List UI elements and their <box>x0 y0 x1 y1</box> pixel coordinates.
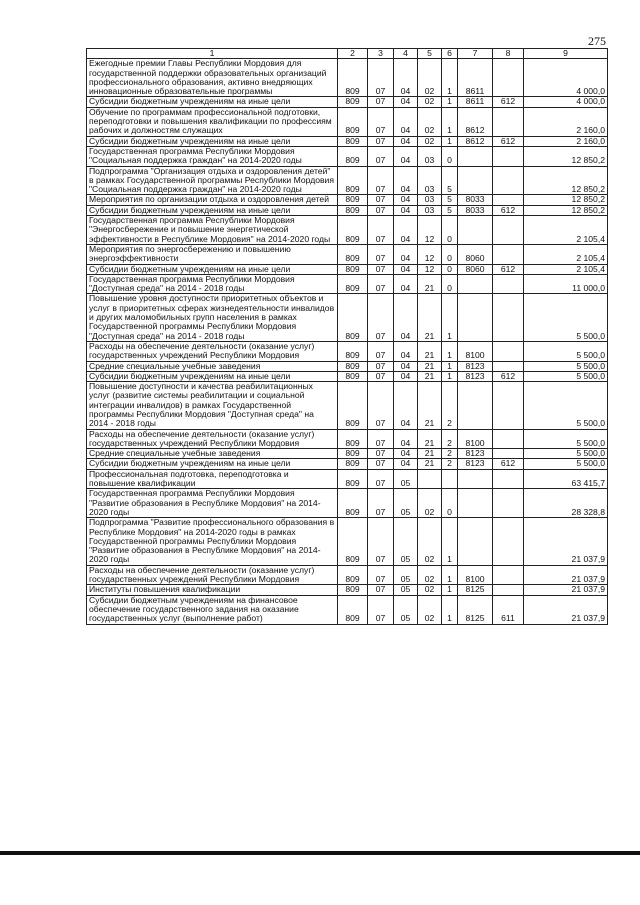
row-subsection: 04 <box>394 244 418 264</box>
row-subsection: 05 <box>394 518 418 565</box>
row-expense-type: 612 <box>493 264 524 274</box>
row-name: Подпрограмма "Организация отдыха и оздоровления детей" в рамках Государственной программы Республики Мордовия "Социальная поддержка граждан" на 2014-2020 годы <box>87 166 338 195</box>
row-name: Расходы на обеспечение деятельности (оказание услуг) государственных учреждений Республики Мордовия <box>87 429 338 449</box>
row-amount: 21 037,9 <box>524 595 608 624</box>
table-row <box>87 489 608 518</box>
row-amount: 5 500,0 <box>524 382 608 429</box>
row-expense-type <box>493 341 524 361</box>
row-section: 07 <box>368 136 394 146</box>
row-subprogram: 1 <box>442 585 458 595</box>
row-program: 02 <box>418 518 442 565</box>
table-row <box>87 146 608 166</box>
table-row <box>87 585 608 595</box>
row-admin-code: 809 <box>338 382 368 429</box>
row-program: 21 <box>418 274 442 294</box>
row-admin-code: 809 <box>338 361 368 371</box>
row-subsection: 05 <box>394 595 418 624</box>
row-program: 02 <box>418 585 442 595</box>
row-subprogram: 0 <box>442 216 458 245</box>
row-expense-type <box>493 361 524 371</box>
row-expense-type <box>493 585 524 595</box>
table-row <box>87 264 608 274</box>
row-expense-type: 612 <box>493 371 524 381</box>
column-header: 1 <box>87 49 338 59</box>
row-subsection: 04 <box>394 341 418 361</box>
row-subprogram: 1 <box>442 595 458 624</box>
row-amount: 4 000,0 <box>524 59 608 97</box>
row-amount: 5 500,0 <box>524 459 608 469</box>
row-subprogram: 1 <box>442 59 458 97</box>
table-row <box>87 469 608 489</box>
row-target-item: 8123 <box>458 371 493 381</box>
row-admin-code: 809 <box>338 107 368 136</box>
row-target-item <box>458 489 493 518</box>
row-admin-code: 809 <box>338 565 368 585</box>
row-subsection: 04 <box>394 361 418 371</box>
row-subprogram: 2 <box>442 449 458 459</box>
row-amount: 12 850,2 <box>524 146 608 166</box>
row-name: Мероприятия по организации отдыха и оздоровления детей <box>87 195 338 205</box>
row-target-item <box>458 382 493 429</box>
row-admin-code: 809 <box>338 294 368 341</box>
row-subsection: 04 <box>394 59 418 97</box>
row-expense-type <box>493 59 524 97</box>
row-subsection: 05 <box>394 469 418 489</box>
row-admin-code: 809 <box>338 429 368 449</box>
row-amount: 5 500,0 <box>524 449 608 459</box>
row-amount: 12 850,2 <box>524 166 608 195</box>
page-number: 275 <box>588 34 606 48</box>
row-section: 07 <box>368 294 394 341</box>
row-subprogram: 1 <box>442 136 458 146</box>
row-program: 21 <box>418 429 442 449</box>
row-amount: 28 328,8 <box>524 489 608 518</box>
row-section: 07 <box>368 205 394 215</box>
row-subprogram: 2 <box>442 382 458 429</box>
row-subprogram: 0 <box>442 489 458 518</box>
row-name: Государственная программа Республики Мордовия "Энергосбережение и повышение энергетической эффективности в Республике Мордовия" на 2014-2020 годы <box>87 216 338 245</box>
row-name: Повышение доступности и качества реабилитационных услуг (развитие системы реабилитации и социальной интеграции инвалидов) в рамках Государственной программы Республики Мордовия "Доступная среда" на 2014 - 2018 годы <box>87 382 338 429</box>
row-program: 12 <box>418 216 442 245</box>
row-name: Профессиональная подготовка, переподготовка и повышение квалификации <box>87 469 338 489</box>
row-subsection: 04 <box>394 136 418 146</box>
table-row <box>87 274 608 294</box>
table-header-row <box>87 49 608 59</box>
budget-table <box>86 48 608 625</box>
row-admin-code: 809 <box>338 449 368 459</box>
row-amount: 5 500,0 <box>524 429 608 449</box>
row-name: Государственная программа Республики Мордовия "Социальная поддержка граждан" на 2014-2020 годы <box>87 146 338 166</box>
row-section: 07 <box>368 565 394 585</box>
row-program: 02 <box>418 565 442 585</box>
table-row <box>87 382 608 429</box>
row-program: 12 <box>418 264 442 274</box>
row-program: 12 <box>418 244 442 264</box>
row-section: 07 <box>368 59 394 97</box>
row-admin-code: 809 <box>338 146 368 166</box>
row-program: 21 <box>418 371 442 381</box>
row-expense-type: 612 <box>493 205 524 215</box>
row-name: Средние специальные учебные заведения <box>87 361 338 371</box>
row-target-item: 8060 <box>458 264 493 274</box>
table-row <box>87 107 608 136</box>
row-name: Субсидии бюджетным учреждениям на финансовое обеспечение государственного задания на оказание государственных услуг (выполнение работ) <box>87 595 338 624</box>
row-section: 07 <box>368 489 394 518</box>
row-program: 03 <box>418 205 442 215</box>
row-target-item: 8100 <box>458 341 493 361</box>
row-program <box>418 469 442 489</box>
row-name: Повышение уровня доступности приоритетных объектов и услуг в приоритетных сферах жизнедеятельности инвалидов и других маломобильных групп населения в рамках Государственной программы Республики Мордовия "Доступная среда" на 2014 - 2018 годы <box>87 294 338 341</box>
row-amount: 4 000,0 <box>524 97 608 107</box>
row-program: 02 <box>418 107 442 136</box>
row-name: Субсидии бюджетным учреждениям на иные цели <box>87 205 338 215</box>
row-subprogram: 1 <box>442 341 458 361</box>
row-subprogram: 1 <box>442 97 458 107</box>
row-subprogram: 0 <box>442 274 458 294</box>
row-section: 07 <box>368 166 394 195</box>
row-section: 07 <box>368 382 394 429</box>
row-program: 03 <box>418 195 442 205</box>
row-expense-type: 611 <box>493 595 524 624</box>
row-section: 07 <box>368 449 394 459</box>
row-subsection: 04 <box>394 371 418 381</box>
column-header: 9 <box>524 49 608 59</box>
row-name: Институты повышения квалификации <box>87 585 338 595</box>
table-row <box>87 361 608 371</box>
row-subsection: 04 <box>394 166 418 195</box>
table-row <box>87 429 608 449</box>
row-admin-code: 809 <box>338 59 368 97</box>
row-subsection: 04 <box>394 264 418 274</box>
column-header: 3 <box>368 49 394 59</box>
row-expense-type <box>493 274 524 294</box>
row-program: 03 <box>418 146 442 166</box>
row-name: Субсидии бюджетным учреждениям на иные цели <box>87 136 338 146</box>
row-admin-code: 809 <box>338 244 368 264</box>
row-target-item: 8612 <box>458 107 493 136</box>
row-target-item <box>458 274 493 294</box>
row-program: 21 <box>418 341 442 361</box>
row-admin-code: 809 <box>338 97 368 107</box>
table-row <box>87 166 608 195</box>
row-target-item: 8125 <box>458 595 493 624</box>
row-subprogram: 5 <box>442 205 458 215</box>
row-section: 07 <box>368 341 394 361</box>
row-name: Подпрограмма "Развитие профессионального образования в Республике Мордовия" на 2014-2020 годы в рамках Государственной программы Республики Мордовия "Развитие образования в Республике Мордовия" на 2014-2020 годы <box>87 518 338 565</box>
column-header: 5 <box>418 49 442 59</box>
row-admin-code: 809 <box>338 371 368 381</box>
row-expense-type <box>493 449 524 459</box>
row-expense-type <box>493 294 524 341</box>
row-target-item: 8100 <box>458 429 493 449</box>
row-admin-code: 809 <box>338 136 368 146</box>
row-subsection: 04 <box>394 459 418 469</box>
row-amount: 2 105,4 <box>524 244 608 264</box>
row-admin-code: 809 <box>338 469 368 489</box>
table-row <box>87 294 608 341</box>
row-target-item: 8060 <box>458 244 493 264</box>
row-amount: 5 500,0 <box>524 341 608 361</box>
row-section: 07 <box>368 216 394 245</box>
row-section: 07 <box>368 371 394 381</box>
column-header: 8 <box>493 49 524 59</box>
row-target-item: 8100 <box>458 565 493 585</box>
row-amount: 63 415,7 <box>524 469 608 489</box>
row-subsection: 04 <box>394 449 418 459</box>
row-subprogram: 5 <box>442 195 458 205</box>
table-row <box>87 595 608 624</box>
row-subprogram: 1 <box>442 361 458 371</box>
row-section: 07 <box>368 195 394 205</box>
row-expense-type <box>493 489 524 518</box>
table-row <box>87 518 608 565</box>
row-target-item: 8123 <box>458 361 493 371</box>
row-name: Расходы на обеспечение деятельности (оказание услуг) государственных учреждений Республики Мордовия <box>87 565 338 585</box>
table-row <box>87 459 608 469</box>
row-amount: 5 500,0 <box>524 294 608 341</box>
row-target-item: 8123 <box>458 459 493 469</box>
row-section: 07 <box>368 361 394 371</box>
row-subprogram: 0 <box>442 264 458 274</box>
row-name: Мероприятия по энергосбережению и повышению энергоэффективности <box>87 244 338 264</box>
row-expense-type: 612 <box>493 97 524 107</box>
row-admin-code: 809 <box>338 518 368 565</box>
row-admin-code: 809 <box>338 341 368 361</box>
row-target-item <box>458 469 493 489</box>
row-amount: 2 160,0 <box>524 136 608 146</box>
row-expense-type <box>493 146 524 166</box>
row-subsection: 04 <box>394 107 418 136</box>
row-expense-type <box>493 469 524 489</box>
row-amount: 5 500,0 <box>524 371 608 381</box>
row-amount: 12 850,2 <box>524 195 608 205</box>
row-subprogram: 0 <box>442 146 458 166</box>
row-program: 21 <box>418 294 442 341</box>
row-admin-code: 809 <box>338 216 368 245</box>
row-target-item: 8611 <box>458 97 493 107</box>
row-amount: 12 850,2 <box>524 205 608 215</box>
row-expense-type <box>493 244 524 264</box>
row-section: 07 <box>368 469 394 489</box>
table-row <box>87 449 608 459</box>
row-program: 03 <box>418 166 442 195</box>
row-section: 07 <box>368 244 394 264</box>
row-subprogram: 1 <box>442 294 458 341</box>
row-name: Субсидии бюджетным учреждениям на иные цели <box>87 264 338 274</box>
table-row <box>87 371 608 381</box>
row-admin-code: 809 <box>338 205 368 215</box>
row-target-item: 8033 <box>458 205 493 215</box>
row-subsection: 04 <box>394 382 418 429</box>
row-subprogram: 1 <box>442 565 458 585</box>
table-row <box>87 205 608 215</box>
row-program: 02 <box>418 489 442 518</box>
row-section: 07 <box>368 97 394 107</box>
row-amount: 2 160,0 <box>524 107 608 136</box>
table-body <box>87 59 608 624</box>
row-amount: 2 105,4 <box>524 216 608 245</box>
row-expense-type <box>493 429 524 449</box>
row-program: 21 <box>418 449 442 459</box>
row-amount: 21 037,9 <box>524 585 608 595</box>
row-amount: 5 500,0 <box>524 361 608 371</box>
row-target-item: 8123 <box>458 449 493 459</box>
table-row <box>87 244 608 264</box>
row-expense-type <box>493 195 524 205</box>
row-subsection: 04 <box>394 429 418 449</box>
row-subprogram: 1 <box>442 107 458 136</box>
row-subsection: 04 <box>394 195 418 205</box>
row-name: Субсидии бюджетным учреждениям на иные цели <box>87 371 338 381</box>
row-name: Государственная программа Республики Мордовия "Развитие образования в Республике Мордовия" на 2014-2020 годы <box>87 489 338 518</box>
column-header: 7 <box>458 49 493 59</box>
row-expense-type <box>493 216 524 245</box>
row-program: 21 <box>418 459 442 469</box>
column-header: 4 <box>394 49 418 59</box>
row-admin-code: 809 <box>338 489 368 518</box>
table-row <box>87 59 608 97</box>
row-target-item <box>458 166 493 195</box>
row-program: 02 <box>418 97 442 107</box>
row-target-item <box>458 294 493 341</box>
row-program: 02 <box>418 59 442 97</box>
row-section: 07 <box>368 585 394 595</box>
row-subprogram: 2 <box>442 459 458 469</box>
row-admin-code: 809 <box>338 274 368 294</box>
row-section: 07 <box>368 264 394 274</box>
row-subsection: 04 <box>394 216 418 245</box>
row-subsection: 04 <box>394 274 418 294</box>
row-subprogram <box>442 469 458 489</box>
row-subsection: 04 <box>394 205 418 215</box>
row-amount: 21 037,9 <box>524 565 608 585</box>
row-expense-type: 612 <box>493 459 524 469</box>
row-section: 07 <box>368 518 394 565</box>
row-name: Государственная программа Республики Мордовия "Доступная среда" на 2014 - 2018 годы <box>87 274 338 294</box>
row-name: Расходы на обеспечение деятельности (оказание услуг) государственных учреждений Республики Мордовия <box>87 341 338 361</box>
row-target-item: 8125 <box>458 585 493 595</box>
row-program: 21 <box>418 361 442 371</box>
row-amount: 21 037,9 <box>524 518 608 565</box>
row-subsection: 05 <box>394 585 418 595</box>
row-admin-code: 809 <box>338 166 368 195</box>
table-row <box>87 136 608 146</box>
row-admin-code: 809 <box>338 459 368 469</box>
row-section: 07 <box>368 274 394 294</box>
row-target-item <box>458 518 493 565</box>
row-name: Субсидии бюджетным учреждениям на иные цели <box>87 459 338 469</box>
row-section: 07 <box>368 595 394 624</box>
row-target-item <box>458 216 493 245</box>
row-name: Субсидии бюджетным учреждениям на иные цели <box>87 97 338 107</box>
row-subsection: 04 <box>394 146 418 166</box>
row-target-item: 8612 <box>458 136 493 146</box>
table-row <box>87 341 608 361</box>
row-subsection: 04 <box>394 294 418 341</box>
row-section: 07 <box>368 107 394 136</box>
footer-rule <box>0 851 640 855</box>
row-expense-type <box>493 518 524 565</box>
row-admin-code: 809 <box>338 595 368 624</box>
column-header: 6 <box>442 49 458 59</box>
row-expense-type <box>493 382 524 429</box>
row-subsection: 05 <box>394 489 418 518</box>
row-name: Средние специальные учебные заведения <box>87 449 338 459</box>
row-program: 02 <box>418 136 442 146</box>
row-section: 07 <box>368 459 394 469</box>
row-expense-type <box>493 107 524 136</box>
row-subsection: 05 <box>394 565 418 585</box>
table-row <box>87 195 608 205</box>
column-header: 2 <box>338 49 368 59</box>
row-name: Обучение по программам профессиональной подготовки, переподготовки и повышения квалификации по профессиям рабочих и должностям служащих <box>87 107 338 136</box>
row-admin-code: 809 <box>338 585 368 595</box>
row-program: 21 <box>418 382 442 429</box>
row-subprogram: 5 <box>442 166 458 195</box>
row-target-item: 8611 <box>458 59 493 97</box>
row-admin-code: 809 <box>338 195 368 205</box>
row-program: 02 <box>418 595 442 624</box>
row-target-item <box>458 146 493 166</box>
row-target-item: 8033 <box>458 195 493 205</box>
row-subprogram: 2 <box>442 429 458 449</box>
row-expense-type <box>493 565 524 585</box>
row-amount: 11 000,0 <box>524 274 608 294</box>
table-row <box>87 216 608 245</box>
row-admin-code: 809 <box>338 264 368 274</box>
row-subprogram: 0 <box>442 244 458 264</box>
row-name: Ежегодные премии Главы Республики Мордовия для государственной поддержки образовательных организаций профессионального образования, активно внедряющих инновационные образовательные программы <box>87 59 338 97</box>
row-subprogram: 1 <box>442 371 458 381</box>
row-section: 07 <box>368 429 394 449</box>
row-expense-type: 612 <box>493 136 524 146</box>
row-amount: 2 105,4 <box>524 264 608 274</box>
row-expense-type <box>493 166 524 195</box>
row-subsection: 04 <box>394 97 418 107</box>
table-row <box>87 565 608 585</box>
row-section: 07 <box>368 146 394 166</box>
row-subprogram: 1 <box>442 518 458 565</box>
table-row <box>87 97 608 107</box>
